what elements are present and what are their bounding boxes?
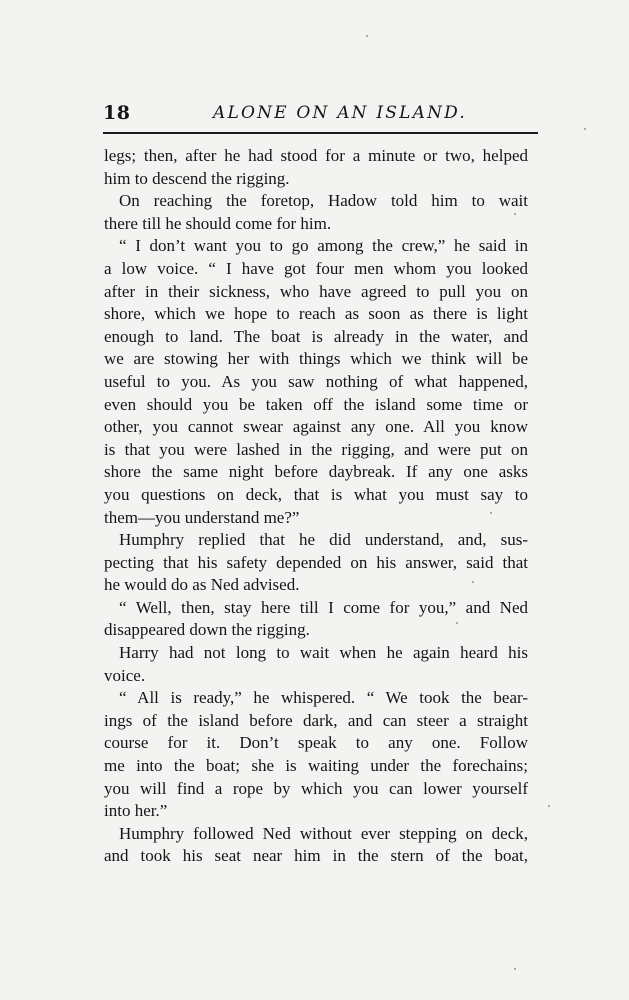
text-line: legs; then, after he had stood for a minute or two, helped	[104, 146, 528, 165]
page-header	[103, 100, 541, 126]
text-line: “ All is ready,” he whispered. “ We took the bear-	[119, 688, 528, 708]
text-line: disappeared down the rigging.	[104, 620, 310, 640]
text-line: a low voice. “ I have got four men whom you looked	[104, 258, 528, 278]
running-title: ALONE ON AN ISLAND.	[213, 103, 467, 123]
paper-speck	[548, 805, 550, 807]
text-line: me into the boat; she is waiting under the forechains;	[104, 756, 528, 776]
text-line: you questions on deck, that is what you must say to	[104, 484, 528, 504]
text-line: ings of the island before dark, and can steer a straight	[104, 710, 528, 730]
text-line: into her.”	[104, 801, 168, 821]
text-line: shore the same night before daybreak. If any one asks	[104, 462, 528, 482]
paper-speck	[366, 35, 368, 37]
paper-speck	[456, 622, 458, 624]
text-line: him to descend the rigging.	[104, 168, 290, 188]
text-line: is that you were lashed in the rigging, and were put on	[104, 439, 528, 459]
text-line: “ Well, then, stay here till I come for you,” and Ned	[119, 597, 528, 617]
text-line: enough to land. The boat is already in the water, and	[104, 326, 528, 346]
text-line: On reaching the foretop, Hadow told him to wait	[119, 191, 528, 211]
text-line: other, you cannot swear against any one. All you know	[104, 417, 528, 437]
text-line: course for it. Don’t speak to any one. Follow	[104, 733, 528, 753]
text-line: “ I don’t want you to go among the crew,” he said in	[119, 236, 528, 256]
text-line: after in their sickness, who have agreed to pull you on	[104, 281, 528, 301]
paper-speck	[490, 512, 492, 514]
text-line: Humphry followed Ned without ever stepping on deck,	[119, 823, 528, 843]
paper-speck	[472, 581, 474, 583]
text-line: he would do as Ned advised.	[104, 575, 300, 595]
text-line: useful to you. As you saw nothing of what happened,	[104, 371, 528, 391]
text-line: and took his seat near him in the stern of the boat,	[104, 846, 528, 866]
paper-speck	[514, 968, 516, 970]
text-line: them—you understand me?”	[104, 507, 300, 527]
text-line: there till he should come for him.	[104, 213, 332, 233]
text-line: we are stowing her with things which we think will be	[104, 349, 528, 369]
text-line: voice.	[104, 665, 146, 685]
paper-speck	[514, 213, 516, 215]
text-line: Harry had not long to wait when he again heard his	[119, 643, 528, 663]
text-line: Humphry replied that he did understand, and, sus-	[119, 530, 528, 550]
body-text	[104, 145, 528, 868]
page-number: 18	[103, 102, 131, 124]
text-line: shore, which we hope to reach as soon as there is light	[104, 304, 528, 324]
paper-speck	[584, 128, 586, 130]
text-line: you will find a rope by which you can lower yourself	[104, 778, 528, 798]
header-rule	[103, 132, 538, 136]
text-line: even should you be taken off the island some time or	[104, 394, 528, 414]
text-line: pecting that his safety depended on his answer, said that	[104, 552, 528, 572]
